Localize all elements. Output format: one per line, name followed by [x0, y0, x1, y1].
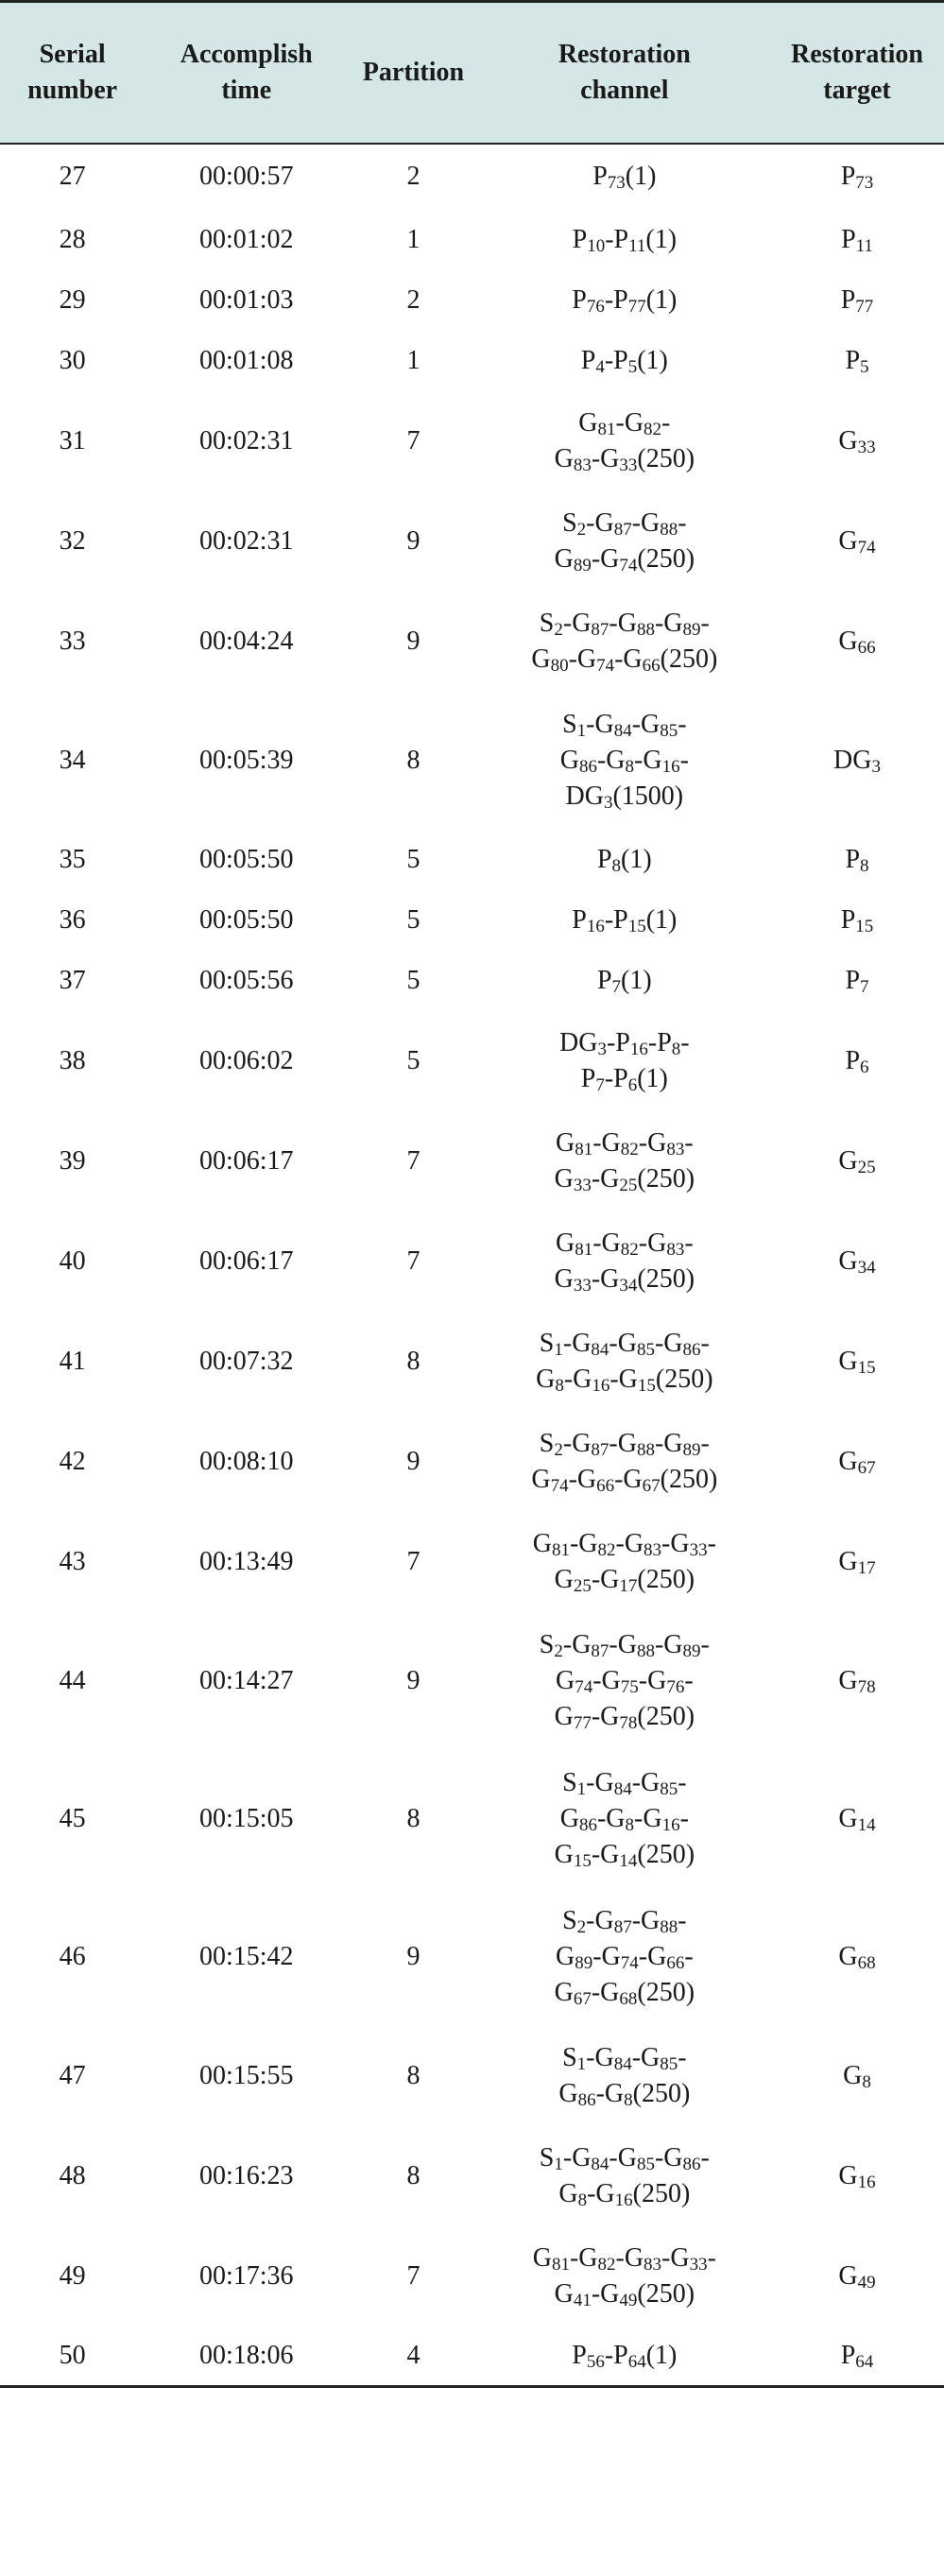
cell-channel: [479, 2327, 770, 2387]
channel-line: $S_2-G_{87}-G_{88}-$: [562, 1905, 687, 1937]
cell-serial: 36: [59, 904, 86, 935]
cell-partition: 5: [406, 904, 421, 935]
cell-serial: 45: [59, 1803, 86, 1833]
channel-line: $S_2-G_{87}-G_{88}-$: [562, 507, 687, 540]
cell-time: 00:04:24: [198, 626, 294, 656]
channel-line: $P_{56}-P_{64}(1)$: [572, 2340, 678, 2372]
table-row: [0, 890, 944, 951]
cell-partition: 8: [406, 2160, 421, 2190]
cell-target: $G_{16}$: [838, 2160, 876, 2192]
channel-line: $G_{81}-G_{82}-$: [578, 407, 671, 439]
table-row: [0, 1888, 944, 2026]
cell-channel: [479, 1750, 770, 1888]
channel-line: $P_7-P_6(1)$: [580, 1063, 668, 1095]
cell-partition: 8: [406, 1803, 421, 1833]
column-header-target: [770, 2, 944, 144]
cell-channel: [479, 2026, 770, 2126]
table-row: [0, 210, 944, 270]
cell-partition: 8: [406, 1346, 421, 1376]
cell-channel: [479, 331, 770, 391]
cell-partition: 9: [406, 626, 421, 656]
cell-time: 00:06:02: [198, 1045, 294, 1075]
cell-serial: 28: [59, 224, 86, 254]
cell-target: $G_{67}$: [838, 1446, 876, 1478]
cell-serial: 30: [59, 345, 86, 375]
channel-line: $DG_3(1500)$: [565, 781, 684, 813]
table-row: [0, 1111, 944, 1211]
cell-time: 00:14:27: [198, 1665, 294, 1695]
cell-partition: 9: [406, 1665, 421, 1695]
table-row: [0, 491, 944, 592]
channel-line: $S_1-G_{84}-G_{85}-$: [562, 2042, 687, 2074]
cell-serial: 37: [59, 965, 86, 995]
column-header-serial: [0, 2, 145, 144]
channel-line: $P_{16}-P_{15}(1)$: [572, 904, 678, 936]
cell-partition: 8: [406, 745, 421, 775]
cell-time: 00:07:32: [198, 1346, 294, 1376]
cell-channel: [479, 270, 770, 331]
cell-partition: 2: [406, 162, 421, 191]
column-header-serial-line: Serial: [39, 39, 106, 69]
cell-channel: [479, 830, 770, 890]
channel-line: $P_4-P_5(1)$: [580, 345, 668, 377]
channel-line: $G_{33}-G_{25}(250)$: [554, 1163, 695, 1195]
channel-line: $G_{81}-G_{82}-G_{83}-G_{33}-$: [532, 2242, 716, 2275]
cell-partition: 9: [406, 525, 421, 556]
cell-serial: 47: [59, 2060, 86, 2090]
table-row: [0, 1512, 944, 1612]
table-row: [0, 1612, 944, 1750]
cell-channel: [479, 391, 770, 491]
channel-line: $G_{25}-G_{17}(250)$: [554, 1564, 695, 1596]
table-row: [0, 1211, 944, 1312]
channel-line: $P_7(1)$: [596, 965, 652, 997]
cell-serial: 42: [59, 1446, 86, 1476]
table-row: [0, 2226, 944, 2327]
cell-serial: 34: [59, 745, 86, 775]
cell-partition: 7: [406, 425, 421, 455]
cell-time: 00:18:06: [145, 2327, 348, 2387]
cell-time: 00:01:02: [198, 224, 294, 254]
table-row: [0, 2026, 944, 2126]
cell-channel: [479, 1011, 770, 1111]
cell-serial: 27: [59, 162, 86, 191]
cell-partition: 5: [406, 1045, 421, 1075]
cell-channel: [479, 890, 770, 951]
cell-channel: [479, 1211, 770, 1312]
cell-partition: 4: [348, 2327, 478, 2387]
column-header-time-line: Accomplish: [180, 39, 313, 69]
cell-serial: 38: [59, 1045, 86, 1075]
cell-target: $G_{68}$: [838, 1941, 876, 1973]
cell-target: $P_8$: [845, 844, 869, 876]
column-header-channel-line: channel: [580, 75, 669, 105]
channel-line: $G_{83}-G_{33}(250)$: [554, 443, 695, 475]
cell-partition: 2: [406, 284, 421, 315]
table-row: [0, 1011, 944, 1111]
cell-channel: [479, 592, 770, 692]
channel-line: $G_{86}-G_8-G_{16}-$: [559, 745, 689, 777]
cell-target: $P_{73}$: [840, 162, 874, 193]
column-header-target-line: target: [823, 75, 891, 105]
cell-target: $G_{14}$: [838, 1803, 876, 1835]
cell-serial: 46: [59, 1941, 86, 1971]
cell-partition: 7: [406, 1546, 421, 1576]
channel-line: $P_{73}(1)$: [592, 162, 657, 193]
channel-line: $DG_3-P_{16}-P_8-$: [559, 1027, 690, 1059]
channel-line: $G_8-G_{16}(250)$: [558, 2178, 691, 2210]
column-header-channel: [479, 2, 770, 144]
cell-target: $G_{15}$: [838, 1346, 876, 1378]
channel-line: $G_8-G_{16}-G_{15}(250)$: [536, 1364, 713, 1396]
channel-line: $G_{81}-G_{82}-G_{83}-$: [556, 1127, 694, 1159]
cell-target: $G_{49}$: [838, 2260, 876, 2293]
cell-partition: 7: [406, 1245, 421, 1276]
cell-serial: 48: [59, 2160, 86, 2190]
cell-channel: [479, 2126, 770, 2226]
cell-partition: 5: [406, 965, 421, 995]
cell-channel: [479, 1312, 770, 1412]
cell-partition: 9: [406, 1941, 421, 1971]
channel-line: $S_1-G_{84}-G_{85}-$: [562, 1767, 687, 1799]
cell-target: $P_7$: [845, 965, 869, 997]
cell-channel: [479, 1512, 770, 1612]
table-row: [0, 830, 944, 890]
cell-target: $P_{64}$: [770, 2327, 944, 2387]
cell-time: 00:05:39: [198, 745, 294, 775]
cell-time: 00:08:10: [198, 1446, 294, 1476]
cell-time: 00:15:05: [198, 1803, 294, 1833]
column-header-target-line: Restoration: [791, 39, 923, 69]
cell-target: $P_5$: [845, 345, 869, 377]
cell-target: $P_{11}$: [841, 224, 873, 256]
cell-partition: 9: [406, 1446, 421, 1476]
cell-channel: [479, 1612, 770, 1750]
channel-line: $G_{33}-G_{34}(250)$: [554, 1263, 695, 1296]
cell-time: 00:00:57: [198, 162, 294, 191]
table-row: [0, 1312, 944, 1412]
table-row: [0, 951, 944, 1011]
column-header-partition-line: Partition: [362, 57, 465, 87]
channel-line: $G_{89}-G_{74}-G_{66}-$: [556, 1941, 694, 1973]
channel-line: $P_{76}-P_{77}(1)$: [572, 284, 678, 317]
cell-time: 00:13:49: [198, 1546, 294, 1576]
channel-line: $S_1-G_{84}-G_{85}-$: [562, 709, 687, 741]
cell-partition: 8: [406, 2060, 421, 2090]
cell-target: $G_{17}$: [838, 1546, 876, 1578]
cell-time: 00:05:50: [198, 844, 294, 874]
cell-target: $G_{34}$: [838, 1245, 876, 1278]
table-row: [0, 270, 944, 331]
channel-line: $S_1-G_{84}-G_{85}-G_{86}-$: [539, 1328, 710, 1360]
cell-time: 00:16:23: [198, 2160, 294, 2190]
table-body: [0, 144, 944, 2387]
channel-line: $G_{89}-G_{74}(250)$: [554, 543, 695, 575]
cell-target: $G_8$: [843, 2060, 871, 2092]
column-header-partition: [348, 2, 478, 144]
cell-time: 00:02:31: [198, 425, 294, 455]
column-header-channel-line: Restoration: [558, 39, 691, 69]
cell-partition: 5: [406, 844, 421, 874]
cell-target: $G_{33}$: [838, 425, 876, 457]
cell-partition: 7: [406, 1145, 421, 1176]
cell-channel: [479, 1111, 770, 1211]
table-row: [0, 391, 944, 491]
channel-line: $G_{15}-G_{14}(250)$: [554, 1839, 695, 1871]
cell-serial: 29: [59, 284, 86, 315]
cell-serial: 39: [59, 1145, 86, 1176]
cell-time: 00:15:42: [198, 1941, 294, 1971]
cell-partition: 1: [406, 345, 421, 375]
cell-serial: 33: [59, 626, 86, 656]
cell-target: $G_{66}$: [838, 626, 876, 658]
cell-channel: [479, 951, 770, 1011]
cell-serial: 43: [59, 1546, 86, 1576]
cell-time: 00:06:17: [198, 1245, 294, 1276]
cell-target: $G_{78}$: [838, 1665, 876, 1697]
channel-line: $P_8(1)$: [596, 844, 652, 876]
cell-partition: 1: [406, 224, 421, 254]
channel-line: $S_2-G_{87}-G_{88}-G_{89}-$: [539, 608, 710, 640]
cell-channel: [479, 692, 770, 830]
channel-line: $P_{10}-P_{11}(1)$: [572, 224, 678, 256]
header-row: [0, 2, 944, 144]
channel-line: $G_{74}-G_{66}-G_{67}(250)$: [531, 1464, 718, 1496]
cell-time: 00:05:50: [198, 904, 294, 935]
cell-channel: [479, 144, 770, 210]
table-header: [0, 2, 944, 144]
channel-line: $G_{81}-G_{82}-G_{83}-$: [556, 1228, 694, 1260]
cell-target: $DG_3$: [833, 745, 881, 777]
cell-target: $P_{15}$: [840, 904, 874, 936]
cell-serial: 31: [59, 425, 86, 455]
channel-line: $G_{74}-G_{75}-G_{76}-$: [556, 1665, 694, 1697]
cell-channel: [479, 491, 770, 592]
channel-line: $G_{86}-G_8-G_{16}-$: [559, 1803, 689, 1835]
cell-target: $G_{74}$: [838, 525, 876, 558]
column-header-time: [145, 2, 348, 144]
cell-serial: 44: [59, 1665, 86, 1695]
cell-channel: [479, 1412, 770, 1512]
cell-serial: 49: [59, 2260, 86, 2291]
cell-target: $P_{77}$: [840, 284, 874, 317]
cell-time: 00:17:36: [198, 2260, 294, 2291]
cell-time: 00:05:56: [198, 965, 294, 995]
cell-time: 00:01:08: [198, 345, 294, 375]
channel-line: $S_2-G_{87}-G_{88}-G_{89}-$: [539, 1428, 710, 1460]
cell-channel: [479, 1888, 770, 2026]
channel-line: $G_{80}-G_{74}-G_{66}(250)$: [531, 644, 718, 676]
cell-serial: 41: [59, 1346, 86, 1376]
cell-time: 00:02:31: [198, 525, 294, 556]
cell-target: $G_{25}$: [838, 1145, 876, 1177]
table-row: [0, 331, 944, 391]
table-row: [0, 2126, 944, 2226]
cell-target: $P_6$: [845, 1045, 869, 1077]
cell-time: 00:15:55: [198, 2060, 294, 2090]
channel-line: $G_{67}-G_{68}(250)$: [554, 1977, 695, 2009]
cell-partition: 7: [406, 2260, 421, 2291]
cell-time: 00:06:17: [198, 1145, 294, 1176]
table-row: [0, 692, 944, 830]
channel-line: $G_{81}-G_{82}-G_{83}-G_{33}-$: [532, 1528, 716, 1560]
cell-serial: 40: [59, 1245, 86, 1276]
cell-channel: [479, 210, 770, 270]
cell-time: 00:01:03: [198, 284, 294, 315]
table-row: [0, 1750, 944, 1888]
table-row: [0, 592, 944, 692]
channel-line: $G_{41}-G_{49}(250)$: [554, 2278, 695, 2310]
table-row: [0, 1412, 944, 1512]
cell-serial: 35: [59, 844, 86, 874]
channel-line: $S_2-G_{87}-G_{88}-G_{89}-$: [539, 1629, 710, 1661]
column-header-time-line: time: [221, 75, 272, 105]
cell-serial: 32: [59, 525, 86, 556]
cell-serial: 50: [0, 2327, 145, 2387]
channel-line: $S_1-G_{84}-G_{85}-G_{86}-$: [539, 2142, 710, 2174]
table-row: [0, 144, 944, 210]
column-header-serial-line: number: [27, 75, 118, 105]
channel-line: $G_{77}-G_{78}(250)$: [554, 1701, 695, 1733]
channel-line: $G_{86}-G_8(250)$: [558, 2078, 691, 2110]
table-row: [0, 2327, 944, 2387]
cell-channel: [479, 2226, 770, 2327]
